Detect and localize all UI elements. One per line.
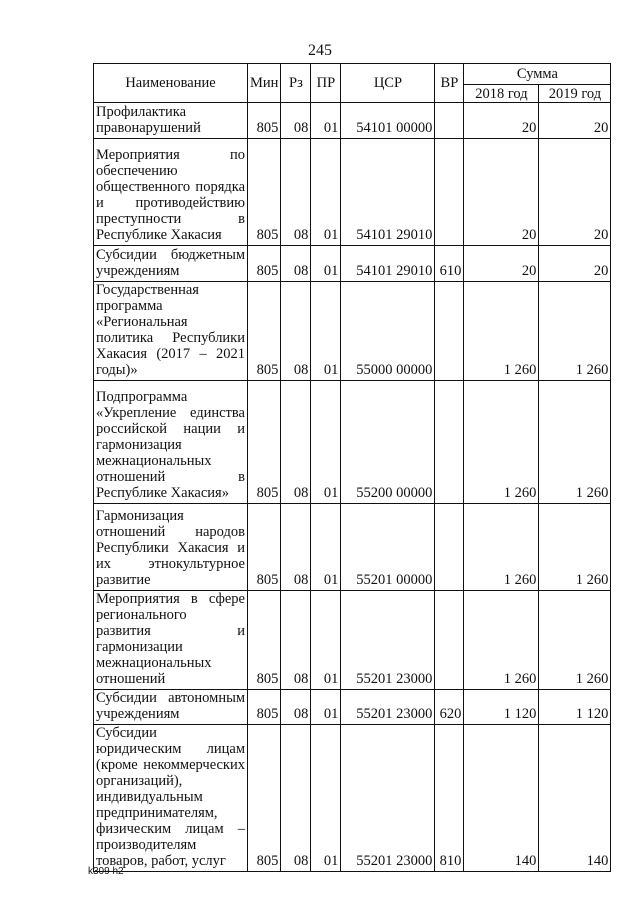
header-year-2018: 2018 год (464, 85, 539, 103)
row-rz: 08 (281, 282, 311, 381)
row-vr: 610 (435, 246, 464, 282)
row-min: 805 (248, 246, 281, 282)
header-year-2019: 2019 год (539, 85, 611, 103)
header-vr: ВР (435, 64, 464, 103)
row-rz: 08 (281, 139, 311, 246)
row-csr: 55201 23000 (341, 591, 435, 690)
table-row (94, 725, 611, 872)
row-sum-2019: 20 (539, 139, 611, 246)
header-sum: Сумма (464, 64, 611, 85)
budget-table (93, 63, 611, 872)
row-rz: 08 (281, 504, 311, 591)
table-body (94, 103, 611, 872)
row-pr: 01 (311, 282, 341, 381)
row-name: Профилактика правонарушений (94, 103, 248, 139)
table-row (94, 591, 611, 690)
row-min: 805 (248, 282, 281, 381)
row-sum-2019: 1 260 (539, 591, 611, 690)
row-name: Субсидии юридическим лицам (кроме некоммерческих организаций), индивидуальным предпринимателям, физическим лицам – производителям товаров, работ, услуг (94, 725, 248, 872)
row-sum-2018: 1 120 (464, 690, 539, 725)
row-sum-2018: 140 (464, 725, 539, 872)
row-sum-2019: 1 260 (539, 282, 611, 381)
table-header (94, 64, 611, 103)
row-pr: 01 (311, 690, 341, 725)
row-csr: 54101 29010 (341, 246, 435, 282)
table-row (94, 139, 611, 246)
table-row (94, 381, 611, 504)
row-rz: 08 (281, 246, 311, 282)
row-sum-2019: 1 260 (539, 381, 611, 504)
row-pr: 01 (311, 504, 341, 591)
row-min: 805 (248, 690, 281, 725)
row-sum-2018: 1 260 (464, 591, 539, 690)
page-number: 245 (308, 42, 332, 59)
row-min: 805 (248, 591, 281, 690)
row-min: 805 (248, 139, 281, 246)
row-vr: 810 (435, 725, 464, 872)
row-vr (435, 591, 464, 690)
row-vr (435, 139, 464, 246)
row-pr: 01 (311, 725, 341, 872)
row-csr: 55000 00000 (341, 282, 435, 381)
row-csr: 55201 23000 (341, 690, 435, 725)
row-rz: 08 (281, 725, 311, 872)
row-sum-2018: 20 (464, 139, 539, 246)
header-rz: Рз (281, 64, 311, 103)
row-name: Подпрограмма «Укрепление единства российской нации и гармонизация межнациональных отношений в Республике Хакасия» (94, 381, 248, 504)
row-name: Субсидии автономным учреждениям (94, 690, 248, 725)
row-name: Субсидии бюджетным учреждениям (94, 246, 248, 282)
row-sum-2018: 1 260 (464, 504, 539, 591)
document-code: k309 h2 (88, 866, 124, 877)
header-min: Мин (248, 64, 281, 103)
row-sum-2019: 1 260 (539, 504, 611, 591)
table-row (94, 282, 611, 381)
row-csr: 55201 00000 (341, 504, 435, 591)
row-pr: 01 (311, 591, 341, 690)
row-sum-2019: 20 (539, 103, 611, 139)
row-sum-2019: 140 (539, 725, 611, 872)
row-min: 805 (248, 725, 281, 872)
row-csr: 55201 23000 (341, 725, 435, 872)
row-rz: 08 (281, 591, 311, 690)
row-rz: 08 (281, 103, 311, 139)
row-name: Гармонизация отношений народов Республики Хакасия и их этнокультурное развитие (94, 504, 248, 591)
row-name: Мероприятия в сфере регионального развития и гармонизации межнациональных отношений (94, 591, 248, 690)
row-pr: 01 (311, 246, 341, 282)
row-sum-2019: 20 (539, 246, 611, 282)
header-csr: ЦСР (341, 64, 435, 103)
row-pr: 01 (311, 381, 341, 504)
table-row (94, 246, 611, 282)
row-vr: 620 (435, 690, 464, 725)
row-csr: 54101 00000 (341, 103, 435, 139)
row-min: 805 (248, 103, 281, 139)
row-vr (435, 103, 464, 139)
row-csr: 55200 00000 (341, 381, 435, 504)
row-name: Государственная программа «Региональная политика Республики Хакасия (2017 – 2021 годы)» (94, 282, 248, 381)
row-sum-2018: 20 (464, 103, 539, 139)
row-min: 805 (248, 504, 281, 591)
row-pr: 01 (311, 139, 341, 246)
row-rz: 08 (281, 381, 311, 504)
row-sum-2018: 1 260 (464, 282, 539, 381)
row-sum-2018: 1 260 (464, 381, 539, 504)
header-name: Наименование (94, 64, 248, 103)
row-min: 805 (248, 381, 281, 504)
header-pr: ПР (311, 64, 341, 103)
row-sum-2018: 20 (464, 246, 539, 282)
row-csr: 54101 29010 (341, 139, 435, 246)
table-row (94, 103, 611, 139)
row-rz: 08 (281, 690, 311, 725)
table-row (94, 690, 611, 725)
table-row (94, 504, 611, 591)
row-pr: 01 (311, 103, 341, 139)
row-vr (435, 381, 464, 504)
row-sum-2019: 1 120 (539, 690, 611, 725)
row-vr (435, 282, 464, 381)
row-name: Мероприятия по обеспечению общественного порядка и противодействию преступности в Республике Хакасия (94, 139, 248, 246)
row-vr (435, 504, 464, 591)
